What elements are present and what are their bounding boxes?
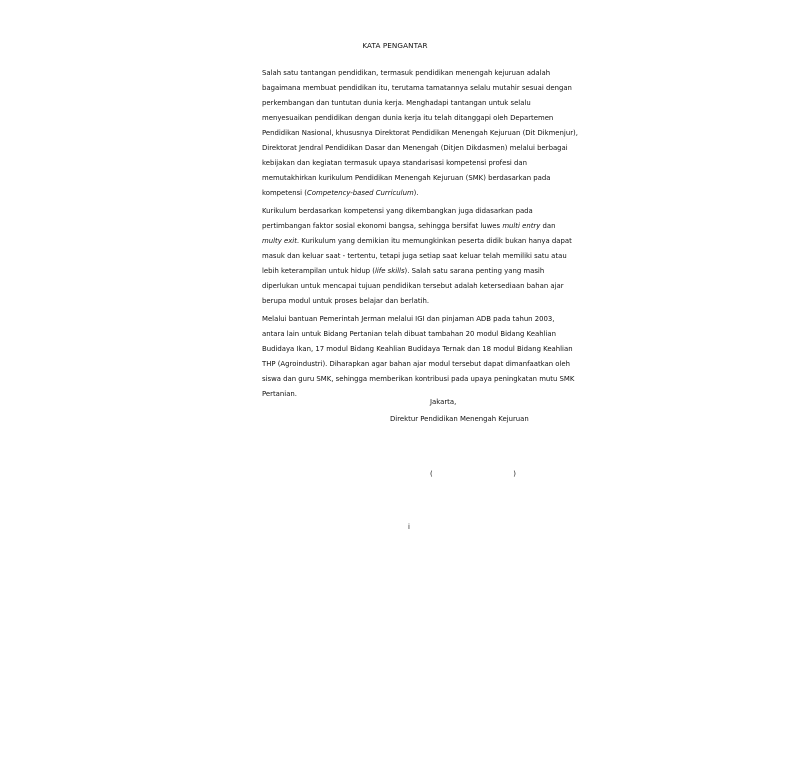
text-line: bagaimana membuat pendidikan itu, terutama tamatannya selalu mutahir sesuai dengan xyxy=(262,84,572,92)
signature-place: Jakarta, xyxy=(430,398,457,406)
paragraph-3 xyxy=(232,312,575,402)
text-line: THP (Agroindustri). Diharapkan agar bahan ajar modul tersebut dapat dimanfaatkan oleh xyxy=(262,360,571,368)
signature-position: Direktur Pendidikan Menengah Kejuruan xyxy=(390,415,529,423)
text-line: lebih keterampilan untuk hidup (life skills). Salah satu sarana penting yang masih xyxy=(262,267,545,275)
text-line: diperlukan untuk mencapai tujuan pendidikan tersebut adalah ketersediaan bahan ajar xyxy=(262,282,564,290)
text-line: Pertanian. xyxy=(262,390,297,398)
close-paren: ) xyxy=(513,470,516,478)
text-line: berupa modul untuk proses belajar dan berlatih. xyxy=(262,297,430,305)
text-line: Pendidikan Nasional, khususnya Direktorat Pendidikan Menengah Kejuruan (Dit Dikmenjur), xyxy=(262,129,578,137)
page-title: KATA PENGANTAR xyxy=(362,41,428,50)
text-line: menyesuaikan pendidikan dengan dunia kerja itu telah ditanggapi oleh Departemen xyxy=(262,114,554,122)
text-line: pertimbangan faktor sosial ekonomi bangsa, sehingga bersifat luwes multi entry dan xyxy=(262,222,556,230)
text-line: Melalui bantuan Pemerintah Jerman melalui IGI dan pinjaman ADB pada tahun 2003, xyxy=(262,315,555,323)
text-line: Budidaya Ikan, 17 modul Bidang Keahlian Budidaya Ternak dan 18 modul Bidang Keahlian xyxy=(262,345,573,353)
text-line: perkembangan dan tuntutan dunia kerja. Menghadapi tantangan untuk selalu xyxy=(262,99,531,107)
signature-name-placeholder xyxy=(430,470,516,478)
text-line: siswa dan guru SMK, sehingga memberikan kontribusi pada upaya peningkatan mutu SMK xyxy=(262,375,575,383)
text-line: Salah satu tantangan pendidikan, termasuk pendidikan menengah kejuruan adalah xyxy=(262,69,551,77)
paragraph-2 xyxy=(232,204,572,309)
text-line: Direktorat Jendral Pendidikan Dasar dan Menengah (Ditjen Dikdasmen) melalui berbagai xyxy=(262,144,568,152)
body-text xyxy=(232,66,578,402)
text-line: memutakhirkan kurikulum Pendidikan Menengah Kejuruan (SMK) berdasarkan pada xyxy=(262,174,551,182)
text-line: kebijakan dan kegiatan termasuk upaya standarisasi kompetensi profesi dan xyxy=(262,159,527,167)
text-line: multy exit. Kurikulum yang demikian itu memungkinkan peserta didik bukan hanya dapat xyxy=(262,237,572,245)
text-line: Kurikulum berdasarkan kompetensi yang dikembangkan juga didasarkan pada xyxy=(262,207,533,215)
page-number: i xyxy=(408,523,410,531)
paragraph-1 xyxy=(232,66,578,201)
text-line: masuk dan keluar saat - tertentu, tetapi juga setiap saat keluar telah memiliki satu atau xyxy=(262,252,567,260)
text-line: antara lain untuk Bidang Pertanian telah dibuat tambahan 20 modul Bidang Keahlian xyxy=(262,330,556,338)
open-paren: ( xyxy=(430,470,433,478)
text-line: kompetensi (Competency-based Curriculum). xyxy=(262,189,419,197)
